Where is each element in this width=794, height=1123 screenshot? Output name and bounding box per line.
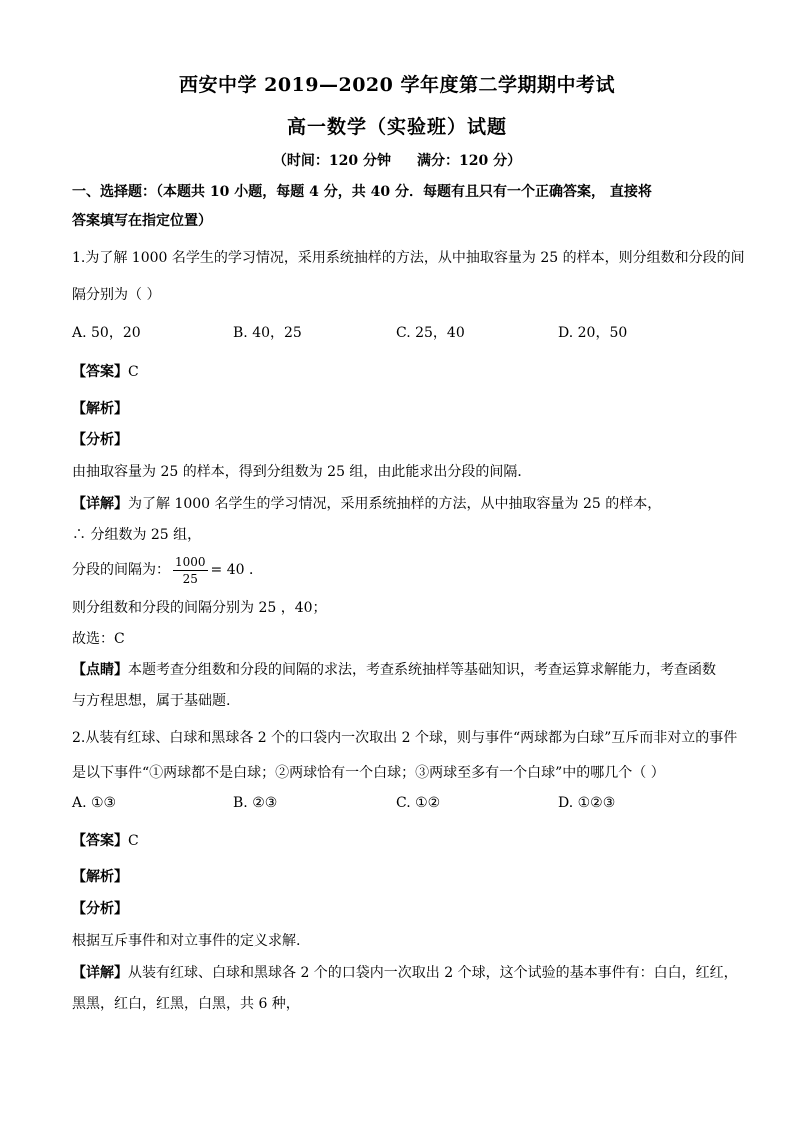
q1-option-d: D. 20，50 [558, 325, 628, 341]
pingjing-tag: 【点睛】 [72, 662, 128, 678]
fraction [173, 554, 208, 587]
answer-value: C [128, 833, 139, 849]
q2-jiexi: 【解析】 [72, 869, 128, 885]
q1-answer [72, 362, 728, 382]
q2-stem-cont: 是以下事件“①两球都不是白球；②两球恰有一个白球；③两球至多有一个白球”中的哪几个（ ） [72, 765, 665, 781]
q2-fenxi: 【分析】 [72, 901, 128, 917]
q1-stem: 1.为了解 1000 名学生的学习情况，采用系统抽样的方法，从中抽取容量为 25 的样本，则分组数和分段的间 [72, 250, 745, 266]
q1-interval [72, 553, 728, 587]
q1-options [72, 322, 728, 342]
answer-value: C [128, 364, 139, 380]
section-heading-cont: 答案填写在指定位置） [72, 213, 212, 229]
answer-tag: 【答案】 [72, 364, 128, 380]
fraction-numerator: 1000 [175, 554, 206, 569]
q2-options [72, 795, 728, 815]
fraction-denominator: 25 [182, 571, 198, 586]
q1-pingjing [72, 660, 728, 680]
q1-conclusion: 则分组数和分段的间隔分别为 25 ，40； [72, 600, 327, 616]
interval-prefix: 分段的间隔为： [72, 562, 170, 578]
detail-text: 从装有红球、白球和黑球各 2 个的口袋内一次取出 2 个球，这个试验的基本事件有：白白，红红， [128, 965, 738, 981]
q2-option-d: D. ①②③ [558, 795, 616, 811]
q2-stem: 2.从装有红球、白球和黑球各 2 个的口袋内一次取出 2 个球，则与事件“两球都为白球”互斥而非对立的事件 [72, 730, 738, 746]
interval-suffix: = 40 ． [210, 562, 263, 578]
q1-choose: 故选：C [72, 631, 125, 647]
q1-pingjing-cont: 与方程思想，属于基础题. [72, 693, 231, 709]
q1-option-b: B. 40，25 [233, 325, 302, 341]
q2-option-a: A. ①③ [72, 795, 117, 811]
q1-groups: ∴ 分组数为 25 组， [72, 527, 202, 543]
q1-option-a: A. 50，20 [72, 325, 141, 341]
q2-answer [72, 831, 728, 851]
exam-score: 满分：120 分） [417, 153, 522, 169]
q1-fenxi-text: 由抽取容量为 25 的样本，得到分组数为 25 组，由此能求出分段的间隔． [72, 464, 532, 480]
q1-detail [72, 494, 728, 514]
q1-option-c: C. 25，40 [396, 325, 465, 341]
exam-subtitle: 高一数学（实验班）试题 [286, 116, 507, 138]
exam-time: （时间：120 分钟 [272, 153, 391, 169]
q2-fenxi-text: 根据互斥事件和对立事件的定义求解. [72, 933, 301, 949]
q1-stem-cont: 隔分别为（ ） [72, 287, 161, 303]
detail-tag: 【详解】 [72, 965, 128, 981]
q1-jiexi: 【解析】 [72, 401, 128, 417]
exam-title: 西安中学 2019—2020 学年度第二学期期中考试 [179, 74, 615, 96]
detail-tag: 【详解】 [72, 496, 128, 512]
detail-text: 为了解 1000 名学生的学习情况，采用系统抽样的方法，从中抽取容量为 25 的样本， [128, 496, 662, 512]
q2-option-b: B. ②③ [233, 795, 278, 811]
section-heading: 一、选择题：（本题共 10 小题，每题 4 分，共 40 分．每题有且只有一个正确答案， 直接将 [72, 184, 652, 200]
q2-detail-cont: 黑黑，红白，红黑，白黑，共 6 种， [72, 996, 300, 1012]
q2-detail [72, 963, 738, 983]
pingjing-text: 本题考查分组数和分段的间隔的求法，考查系统抽样等基础知识，考查运算求解能力，考查函数 [128, 662, 716, 678]
q1-fenxi: 【分析】 [72, 432, 128, 448]
q2-option-c: C. ①② [396, 795, 441, 811]
answer-tag: 【答案】 [72, 833, 128, 849]
exam-info [0, 150, 794, 170]
